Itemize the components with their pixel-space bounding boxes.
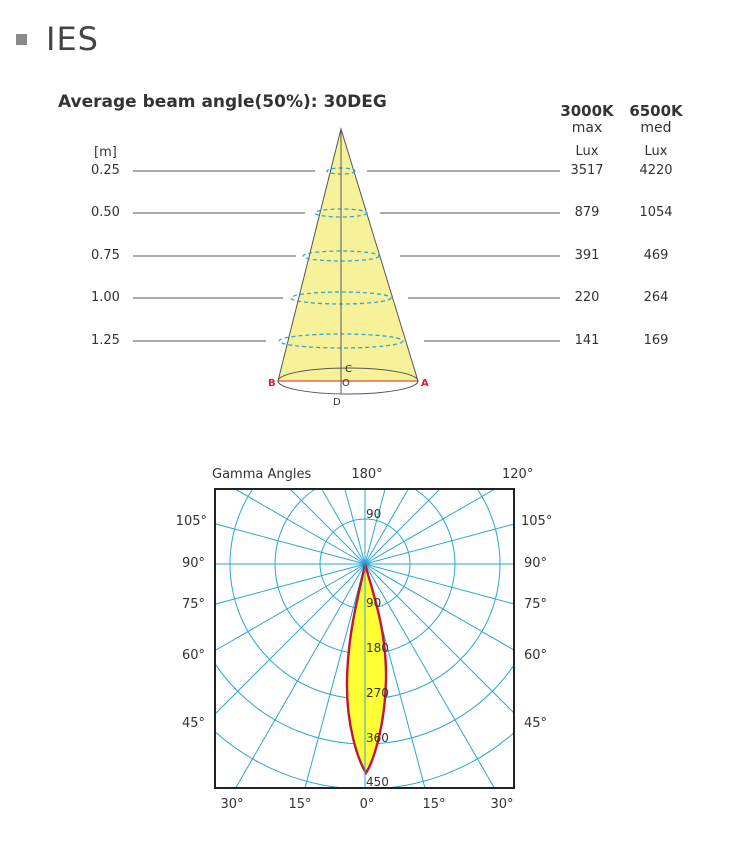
right-angle-label: 90° — [524, 556, 548, 571]
top-angle-180: 180° — [351, 467, 383, 482]
lux-6500k: 264 — [643, 290, 669, 305]
left-angle-label: 60° — [181, 648, 205, 663]
lux-6500k: 469 — [643, 248, 669, 263]
right-angle-label: 45° — [524, 716, 548, 731]
lux-3000k: 220 — [574, 290, 600, 305]
bottom-angle-label: 0° — [359, 797, 375, 812]
right-angle-label: 60° — [524, 648, 548, 663]
col2-temp: 6500K — [629, 102, 683, 120]
distance-label: 1.25 — [91, 333, 120, 348]
radial-label: 180 — [366, 641, 389, 655]
lux-3000k: 3517 — [570, 163, 604, 178]
bottom-angle-label: 15° — [288, 797, 312, 812]
col1-unit: Lux — [575, 144, 599, 159]
radial-label: 90 — [366, 596, 382, 610]
lux-6500k: 1054 — [639, 205, 673, 220]
point-b: B — [268, 378, 276, 389]
point-c: C — [345, 364, 352, 375]
top-angle-120: 120° — [502, 467, 534, 482]
col1-temp: 3000K — [560, 102, 614, 120]
radial-label: 450 — [366, 775, 389, 789]
distance-label: 0.75 — [91, 248, 120, 263]
distance-label: 0.25 — [91, 163, 120, 178]
lux-3000k: 141 — [574, 333, 600, 348]
left-angle-label: 75° — [181, 597, 205, 612]
polar-spoke — [365, 460, 750, 564]
bottom-angle-label: 30° — [490, 797, 514, 812]
radial-label: 270 — [366, 686, 389, 700]
right-angle-label: 75° — [524, 597, 548, 612]
col2-unit: Lux — [644, 144, 668, 159]
point-d: D — [333, 397, 341, 408]
polar-spoke — [365, 218, 565, 564]
left-angle-label: 45° — [181, 716, 205, 731]
lux-6500k: 169 — [643, 333, 669, 348]
bottom-angle-label: 30° — [220, 797, 244, 812]
radial-label: 90 — [366, 507, 382, 521]
polar-spoke — [19, 564, 365, 764]
lux-3000k: 391 — [574, 248, 600, 263]
polar-spoke — [19, 364, 365, 564]
gamma-angles-label: Gamma Angles — [212, 467, 312, 482]
bottom-angle-label: 15° — [422, 797, 446, 812]
left-angle-label: 105° — [175, 514, 207, 529]
polar-spoke — [365, 364, 711, 564]
col2-kind: med — [640, 120, 672, 136]
lux-6500k: 4220 — [639, 163, 673, 178]
polar-spoke — [261, 178, 365, 564]
polar-spoke — [365, 564, 711, 764]
right-angle-label: 105° — [521, 514, 553, 529]
polar-spoke — [365, 281, 648, 564]
polar-spoke — [365, 564, 750, 668]
polar-spoke — [82, 281, 365, 564]
radial-label: 360 — [366, 731, 389, 745]
distance-label: 1.00 — [91, 290, 120, 305]
point-o: O — [342, 378, 350, 389]
col1-kind: max — [571, 120, 603, 136]
point-a: A — [421, 378, 429, 389]
distance-label: 0.50 — [91, 205, 120, 220]
beam-angle-heading: Average beam angle(50%): 30DEG — [58, 92, 387, 112]
polar-spoke — [165, 218, 365, 564]
page-title: IES — [46, 20, 99, 58]
lux-3000k: 879 — [574, 205, 600, 220]
left-angle-label: 90° — [181, 556, 205, 571]
distance-unit: [m] — [94, 145, 117, 160]
